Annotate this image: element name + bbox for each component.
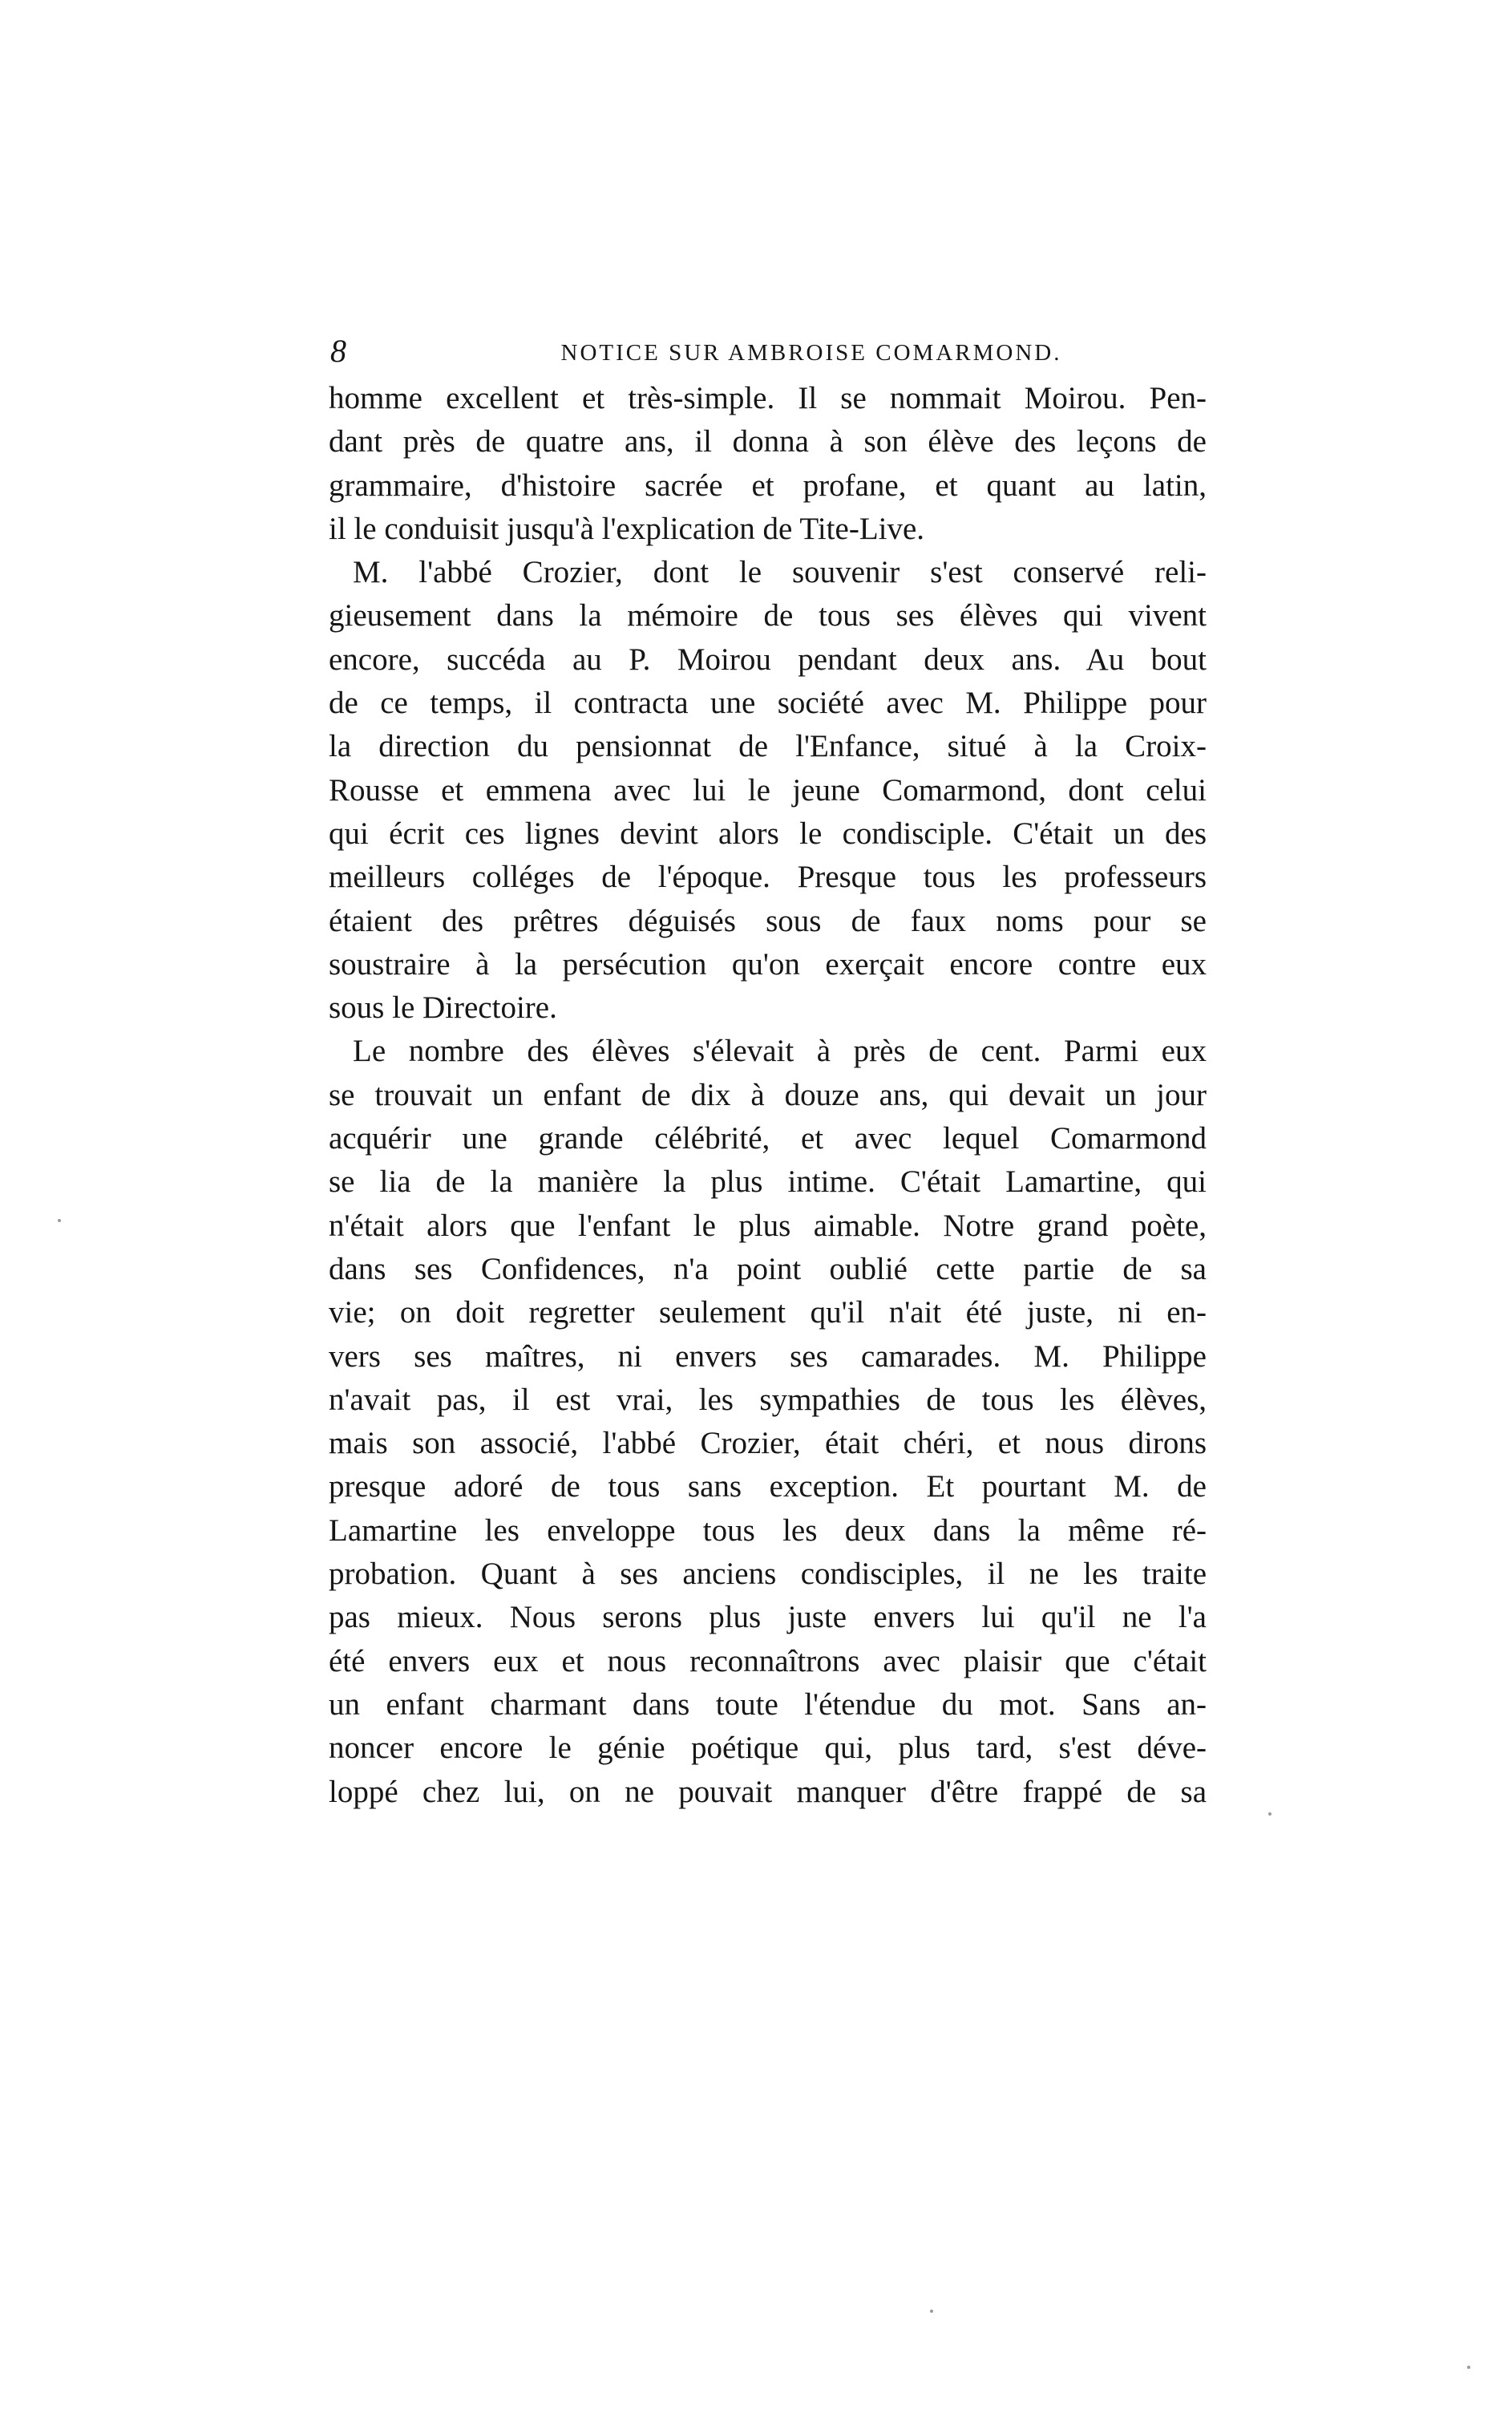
text-line: soustraire à la persécution qu'on exerçait encore contre eux [329, 946, 1207, 982]
text-line: presque adoré de tous sans exception. Et pourtant M. de [329, 1469, 1207, 1504]
text-line: grammaire, d'histoire sacrée et profane, et quant au latin, [329, 468, 1207, 503]
text-line: de ce temps, il contracta une société avec M. Philippe pour [329, 686, 1207, 721]
paragraph-first-line: Le nombre des élèves s'élevait à près de cent. Parmi eux [353, 1034, 1207, 1069]
text-line: dant près de quatre ans, il donna à son élève des leçons de [329, 424, 1207, 460]
running-title: NOTICE SUR AMBROISE COMARMOND. [560, 340, 1062, 366]
text-line: homme excellent et très-simple. Il se nommait Moirou. Pen- [329, 381, 1207, 415]
text-line: étaient des prêtres déguisés sous de faux noms pour se [329, 903, 1207, 938]
text-line: la direction du pensionnat de l'Enfance, situé à la Croix- [329, 729, 1207, 764]
text-line: pas mieux. Nous serons plus juste envers lui qu'il ne l'a [329, 1600, 1207, 1635]
scan-speck [1467, 2366, 1470, 2369]
text-line: n'était alors que l'enfant le plus aimable. Notre grand poète, [329, 1208, 1207, 1243]
text-line: vie; on doit regretter seulement qu'il n'ait été juste, ni en- [329, 1295, 1207, 1330]
text-line: il le conduisit jusqu'à l'explication de Tite-Live. [329, 511, 925, 546]
text-line: acquérir une grande célébrité, et avec lequel Comarmond [329, 1121, 1207, 1156]
text-line: noncer encore le génie poétique qui, plus tard, s'est déve- [329, 1731, 1207, 1766]
scan-speck [58, 1219, 61, 1222]
text-line: se trouvait un enfant de dix à douze ans, qui devait un jour [329, 1077, 1207, 1112]
text-line: dans ses Confidences, n'a point oublié cette partie de sa [329, 1251, 1207, 1286]
text-line: mais son associé, l'abbé Crozier, était chéri, et nous dirons [329, 1426, 1207, 1461]
text-line: meilleurs colléges de l'époque. Presque tous les professeurs [329, 860, 1207, 895]
paragraph-first-line: M. l'abbé Crozier, dont le souvenir s'est conservé reli- [353, 555, 1207, 590]
scan-speck [1268, 1812, 1271, 1816]
text-line: loppé chez lui, on ne pouvait manquer d'être frappé de sa [329, 1774, 1207, 1809]
text-line: un enfant charmant dans toute l'étendue du mot. Sans an- [329, 1686, 1207, 1722]
text-line: été envers eux et nous reconnaîtrons avec plaisir que c'était [329, 1643, 1207, 1678]
running-header [330, 329, 1204, 374]
text-line: Lamartine les enveloppe tous les deux dans la même ré- [329, 1512, 1207, 1548]
text-line: se lia de la manière la plus intime. C'était Lamartine, qui [329, 1164, 1207, 1200]
page-number: 8 [330, 333, 346, 369]
text-line: encore, succéda au P. Moirou pendant deux ans. Au bout [329, 642, 1207, 677]
text-line: vers ses maîtres, ni envers ses camarades. M. Philippe [329, 1338, 1207, 1374]
text-line: gieusement dans la mémoire de tous ses élèves qui vivent [329, 598, 1207, 634]
scan-speck [930, 2310, 933, 2313]
text-line: n'avait pas, il est vrai, les sympathies de tous les élèves, [329, 1382, 1207, 1417]
body-text [329, 377, 1207, 1814]
text-line: Rousse et emmena avec lui le jeune Comarmond, dont celui [329, 772, 1207, 808]
text-line: qui écrit ces lignes devint alors le condisciple. C'était un des [329, 816, 1207, 851]
text-line: probation. Quant à ses anciens condisciples, il ne les traite [329, 1557, 1207, 1592]
text-line: sous le Directoire. [329, 990, 557, 1026]
